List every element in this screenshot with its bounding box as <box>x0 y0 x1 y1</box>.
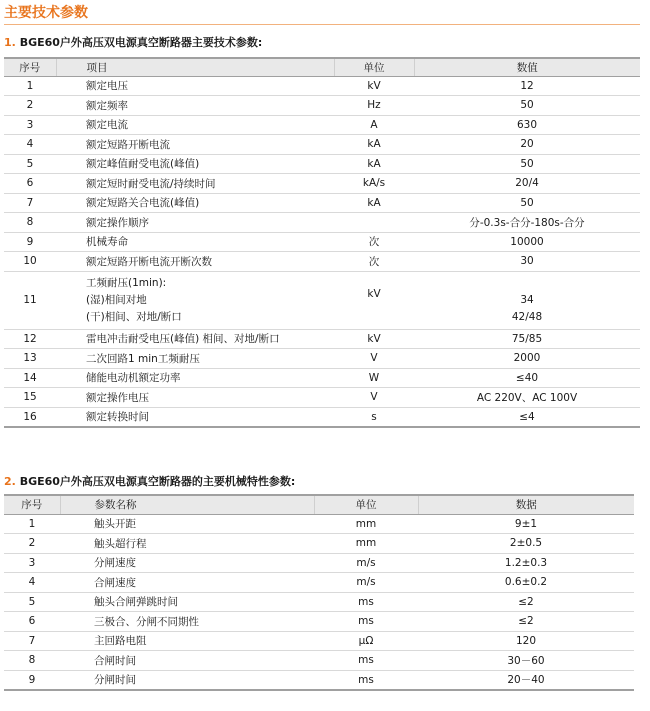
row-unit: ms <box>314 612 418 632</box>
row-unit: Hz <box>334 96 414 116</box>
row-no: 5 <box>4 154 56 174</box>
table-row <box>4 612 634 632</box>
row-value: 10000 <box>414 232 640 252</box>
table-row <box>4 670 634 690</box>
table-row <box>4 514 634 534</box>
row-unit: ms <box>314 651 418 671</box>
row-unit: m/s <box>314 573 418 593</box>
row-unit: V <box>334 388 414 408</box>
header-no: 序号 <box>4 495 60 514</box>
row-item: 合闸速度 <box>60 573 314 593</box>
table-row <box>4 252 640 272</box>
row-item: 主回路电阻 <box>60 631 314 651</box>
page-title: 主要技术参数 <box>4 5 88 21</box>
row-no: 15 <box>4 388 56 408</box>
row-item: 三极合、分闸不同期性 <box>60 612 314 632</box>
row-item: 分闸速度 <box>60 553 314 573</box>
row-item: 触头开距 <box>60 514 314 534</box>
header-unit: 单位 <box>314 495 418 514</box>
table-row <box>4 96 640 116</box>
table-row <box>4 115 640 135</box>
table-row <box>4 135 640 155</box>
row-value: ≤2 <box>418 592 634 612</box>
row-no: 5 <box>4 592 60 612</box>
row-unit: kV <box>334 271 414 329</box>
row-no: 11 <box>4 271 56 329</box>
section2-number: 2. <box>4 475 16 488</box>
row-value: 630 <box>414 115 640 135</box>
table-row <box>4 329 640 349</box>
section1-heading <box>4 34 262 50</box>
row-item: 额定转换时间 <box>56 407 334 427</box>
row-item-line: (干)相间、对地/断口 <box>86 310 182 323</box>
row-value: 30 <box>414 252 640 272</box>
section2-heading <box>4 473 295 489</box>
header-value: 数值 <box>414 58 640 76</box>
header-item: 项目 <box>56 58 334 76</box>
row-value: 20 <box>414 135 640 155</box>
row-no: 3 <box>4 115 56 135</box>
mechanical-parameters-table <box>4 494 634 691</box>
table-row <box>4 388 640 408</box>
row-no: 6 <box>4 612 60 632</box>
row-item: 额定短时耐受电流/持续时间 <box>56 174 334 194</box>
row-item: 额定电压 <box>56 76 334 96</box>
row-item-multiline <box>56 271 334 329</box>
table-row <box>4 651 634 671</box>
row-value-line: 42/48 <box>511 310 543 323</box>
row-item: 触头超行程 <box>60 534 314 554</box>
row-item: 分闸时间 <box>60 670 314 690</box>
row-no: 9 <box>4 232 56 252</box>
row-item: 额定频率 <box>56 96 334 116</box>
row-no: 9 <box>4 670 60 690</box>
row-no: 1 <box>4 76 56 96</box>
row-item: 额定峰值耐受电流(峰值) <box>56 154 334 174</box>
row-item-line: 工频耐压(1min): <box>86 276 167 289</box>
row-no: 14 <box>4 368 56 388</box>
row-value: 分-0.3s-合分-180s-合分 <box>414 213 640 233</box>
row-unit: kA/s <box>334 174 414 194</box>
table-row <box>4 349 640 369</box>
row-no: 10 <box>4 252 56 272</box>
table-row <box>4 271 640 329</box>
header-no: 序号 <box>4 58 56 76</box>
row-no: 2 <box>4 96 56 116</box>
row-value: 30－60 <box>418 651 634 671</box>
header-item: 参数名称 <box>60 495 314 514</box>
row-value: 2±0.5 <box>418 534 634 554</box>
technical-parameters-table <box>4 57 640 428</box>
table-row <box>4 213 640 233</box>
row-unit: kA <box>334 154 414 174</box>
row-value: 0.6±0.2 <box>418 573 634 593</box>
row-no: 12 <box>4 329 56 349</box>
table-row <box>4 573 634 593</box>
row-unit: mm <box>314 534 418 554</box>
table-row <box>4 631 634 651</box>
row-value: 50 <box>414 154 640 174</box>
row-value-line: 34 <box>520 293 534 306</box>
row-unit: kV <box>334 76 414 96</box>
row-no: 4 <box>4 573 60 593</box>
row-value: ≤40 <box>414 368 640 388</box>
row-no: 2 <box>4 534 60 554</box>
row-no: 1 <box>4 514 60 534</box>
row-unit: V <box>334 349 414 369</box>
row-no: 13 <box>4 349 56 369</box>
table-row <box>4 193 640 213</box>
table-header-row <box>4 58 640 76</box>
row-item: 二次回路1 min工频耐压 <box>56 349 334 369</box>
table-row <box>4 368 640 388</box>
row-item: 额定电流 <box>56 115 334 135</box>
row-no: 4 <box>4 135 56 155</box>
row-no: 7 <box>4 631 60 651</box>
row-item: 额定操作电压 <box>56 388 334 408</box>
row-no: 3 <box>4 553 60 573</box>
row-item-line: (湿)相间对地 <box>86 293 147 306</box>
row-item: 机械寿命 <box>56 232 334 252</box>
row-no: 8 <box>4 213 56 233</box>
row-unit: A <box>334 115 414 135</box>
row-value: 12 <box>414 76 640 96</box>
row-value: 50 <box>414 96 640 116</box>
section1-number: 1. <box>4 36 16 49</box>
table-row <box>4 553 634 573</box>
row-value: 9±1 <box>418 514 634 534</box>
row-value: 50 <box>414 193 640 213</box>
row-no: 7 <box>4 193 56 213</box>
row-item: 额定短路关合电流(峰值) <box>56 193 334 213</box>
row-unit: s <box>334 407 414 427</box>
row-item: 合闸时间 <box>60 651 314 671</box>
row-item: 额定短路开断电流开断次数 <box>56 252 334 272</box>
table-row <box>4 154 640 174</box>
row-value: 2000 <box>414 349 640 369</box>
row-item: 雷电冲击耐受电压(峰值) 相间、对地/断口 <box>56 329 334 349</box>
row-unit: W <box>334 368 414 388</box>
title-divider <box>4 24 640 25</box>
row-value: ≤2 <box>418 612 634 632</box>
row-item: 储能电动机额定功率 <box>56 368 334 388</box>
row-unit: 次 <box>334 252 414 272</box>
header-value: 数据 <box>418 495 634 514</box>
row-unit <box>334 213 414 233</box>
table-header-row <box>4 495 634 514</box>
row-value: 1.2±0.3 <box>418 553 634 573</box>
table-row <box>4 407 640 427</box>
table-row <box>4 232 640 252</box>
row-unit: kA <box>334 193 414 213</box>
row-item: 触头合闸弹跳时间 <box>60 592 314 612</box>
table-row <box>4 534 634 554</box>
row-unit: kA <box>334 135 414 155</box>
row-unit: ms <box>314 592 418 612</box>
row-value: AC 220V、AC 100V <box>414 388 640 408</box>
row-value: 20－40 <box>418 670 634 690</box>
row-value: 75/85 <box>414 329 640 349</box>
row-no: 16 <box>4 407 56 427</box>
header-unit: 单位 <box>334 58 414 76</box>
row-value: ≤4 <box>414 407 640 427</box>
row-unit: kV <box>334 329 414 349</box>
row-value: 120 <box>418 631 634 651</box>
row-unit: 次 <box>334 232 414 252</box>
section1-title: BGE60户外高压双电源真空断路器主要技术参数: <box>19 36 263 49</box>
row-no: 6 <box>4 174 56 194</box>
row-unit: μΩ <box>314 631 418 651</box>
row-unit: m/s <box>314 553 418 573</box>
table-row <box>4 592 634 612</box>
row-value: 20/4 <box>414 174 640 194</box>
row-value-multiline <box>414 271 640 329</box>
table-row <box>4 76 640 96</box>
row-no: 8 <box>4 651 60 671</box>
section2-title: BGE60户外高压双电源真空断路器的主要机械特性参数: <box>19 475 296 488</box>
row-unit: mm <box>314 514 418 534</box>
row-item: 额定短路开断电流 <box>56 135 334 155</box>
table-row <box>4 174 640 194</box>
row-item: 额定操作顺序 <box>56 213 334 233</box>
row-unit: ms <box>314 670 418 690</box>
